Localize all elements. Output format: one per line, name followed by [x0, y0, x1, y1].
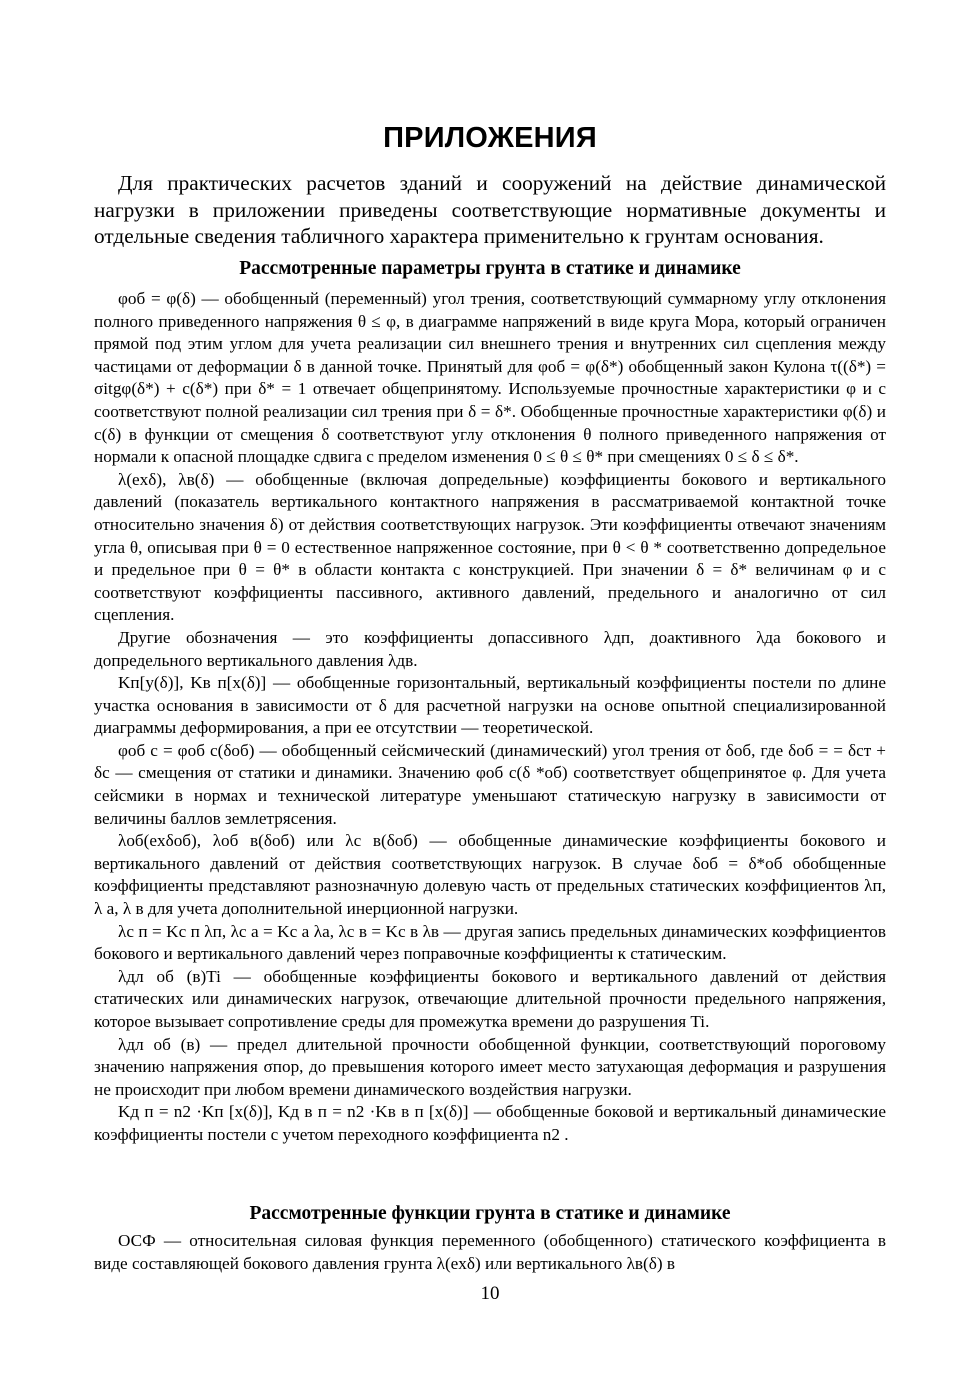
paragraph-long-term-limit: λдл об (в) — предел длительной прочности обобщенной функции, соответствующий пороговому значению напряжения σпор, до превышения которого имеет место затухающая деформация и разрушения не происходит при любом времени динамического воздействия нагрузки. [94, 1034, 886, 1099]
paragraph-dynamic-bed: Kд п = n2 ·Kп [x(δ)], Kд в п = n2 ·Kв в п [x(δ)] — обобщенные боковой и вертикальный динамические коэффициенты постели с учетом переходного коэффициента n2 . [94, 1102, 886, 1144]
paragraph-long-term-strength: λдл об (в)Ti — обобщенные коэффициенты бокового и вертикального давлений от действия статических или динамических нагрузок, отвечающие длительной прочности предельного напряжения, которое вызывает сопротивление среды для промежутка времени до разрушения Ti. [94, 966, 886, 1031]
section-heading-functions: Рассмотренные функции грунта в статике и динамике [249, 1203, 731, 1224]
paragraph-bed-coefficients: Kп[y(δ)], Kв п[x(δ)] — обобщенные горизонтальный, вертикальный коэффициенты постели по длине участка основания в зависимости от δ для расчетной нагрузки на основе опытной специализированной диаграммы деформирования, а при ее отсутствии — теоретической. [94, 673, 886, 738]
paragraph-seismic-angle: φоб с = φоб с(δоб) — обобщенный сейсмический (динамический) угол трения от δоб, где δоб = = δст + δс — смещения от статики и динамики. Значению φоб с(δ *об) соответствует общепринятое φ. Для учета сейсмики в нормах и технической литературе уменьшают статическую нагрузку в зависимости от величины баллов землетрясения. [94, 740, 886, 828]
intro-paragraph: Для практических расчетов зданий и сооружений на действие динамической нагрузки в приложении приведены соответствующие нормативные документы и отдельные сведения табличного характера применительно к грунтам основания. [94, 171, 886, 248]
section-heading-parameters: Рассмотренные параметры грунта в статике и динамике [239, 258, 741, 279]
page-number: 10 [480, 1283, 500, 1304]
section-body-parameters [94, 288, 886, 1147]
paragraph-other-notations: Другие обозначения — это коэффициенты допассивного λдп, доактивного λда бокового и допредельного вертикального давления λдв. [94, 627, 886, 670]
paragraph-friction-angle: φоб = φ(δ) — обобщенный (переменный) угол трения, соответствующий суммарному углу отклонения полного приведенного напряжения θ ≤ φ, в диаграмме напряжений в виде круга Мора, который ограничен прямой под этим углом для учета реализации сил внешнего трения и внутренних сил сцепления между частицами от деформации δ в данной точке. Принятый для φоб = φ(δ*) обобщенный закон Кулона τ((δ*) = σitgφ(δ*) + c(δ*) при δ* = 1 отвечает общепринятому. Используемые прочностные характеристики φ и c соответствуют полной реализации сил трения при δ = δ*. Обобщенные прочностные характеристики φ(δ) и c(δ) в функции от смещения δ соответствуют углу отклонения θ полного приведенного напряжения от нормали к опасной площадке сдвига с пределом изменения 0 ≤ θ ≤ θ* при смещениях 0 ≤ δ ≤ δ*. [94, 289, 886, 467]
paragraph-pressure-coefficients: λ(exδ), λв(δ) — обобщенные (включая допредельные) коэффициенты бокового и вертикального давлений (показатель вертикального контактного напряжения в рассматриваемой контактной точке относительно значения δ) от действия соответствующих нагрузок. Эти коэффициенты отвечают значениям угла θ, описывая при θ = 0 естественное напряженное состояние, при θ < θ * соответственно допредельное и предельное при θ = θ* в области контакта с конструкцией. При значении δ = δ* величинам φ и c соответствуют коэффициенты пассивного, активного давлений, предельного и аналогично от сил сцепления. [94, 469, 886, 625]
page-title: ПРИЛОЖЕНИЯ [383, 122, 597, 154]
section-body-functions [94, 1230, 886, 1275]
paragraph-osf: ОСФ — относительная силовая функция переменного (обобщенного) статического коэффициента в виде составляющей бокового давления грунта λ(exδ) или вертикального λв(δ) в [94, 1231, 886, 1273]
paragraph-dynamic-coefficients: λоб(exδоб), λоб в(δоб) или λс в(δоб) — обобщенные динамические коэффициенты бокового и вертикального давлений от действия соответствующих нагрузок. В случае δоб = δ*об обобщенные коэффициенты представляют разнозначную долевую часть от предельных статических коэффициентов λп, λ а, λ в для учета дополнительной инерционной нагрузки. [94, 831, 886, 919]
paragraph-limit-dynamic: λс п = Kс п λп, λс а = Kс а λа, λс в = Kс в λв — другая запись предельных динамических коэффициентов бокового и вертикального давлений через поправочные коэффициенты к статическим. [94, 921, 886, 964]
